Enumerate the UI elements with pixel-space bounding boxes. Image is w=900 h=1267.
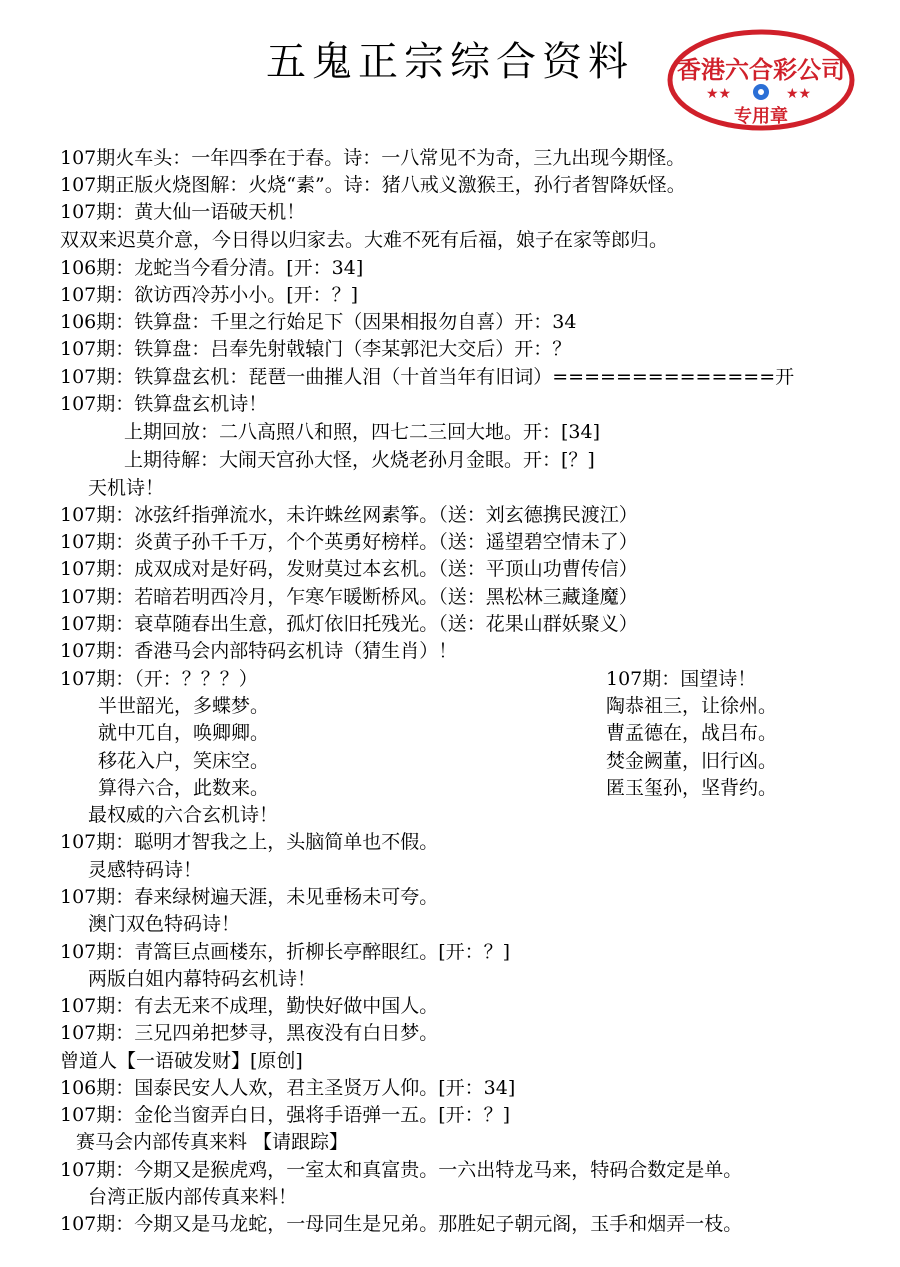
company-seal-stamp	[666, 28, 856, 132]
text-line: 107期：今期又是马龙蛇，一母同生是兄弟。那胜妃子朝元阁，玉手和烟弄一枝。	[60, 1213, 743, 1235]
text-line: 107期：今期又是猴虎鸡，一室太和真富贵。一六出特龙马来，特码合数定是单。	[60, 1159, 743, 1181]
text-line: 107期：香港马会内部特码玄机诗（猜生肖）！	[60, 640, 458, 662]
text-line: 107期：黄大仙一语破天机！	[60, 201, 306, 223]
text-line: 107期：三兄四弟把梦寻，黑夜没有白日梦。	[60, 1022, 439, 1044]
text-line: 106期：国泰民安人人欢，君主圣贤万人仰。[开：34]	[60, 1077, 516, 1099]
text-line: 算得六合，此数来。	[98, 777, 270, 799]
text-line: 107期：金伦当窗弄白日，强将手语弹一五。[开：？]	[60, 1104, 511, 1126]
text-line: 107期：聪明才智我之上，头脑简单也不假。	[60, 831, 439, 853]
text-line: 台湾正版内部传真来料！	[88, 1186, 298, 1208]
text-line: 107期：有去无来不成理，勤快好做中国人。	[60, 995, 439, 1017]
text-line: 天机诗！	[88, 477, 165, 499]
text-line: 曾道人【一语破发财】[原创]	[60, 1050, 303, 1072]
right-column-line: 匿玉玺孙，坚背约。	[606, 777, 778, 799]
text-line: 107期：铁算盘玄机诗！	[60, 393, 268, 415]
text-line: 107期：冰弦纤指弹流水，未许蛛丝网素筝。（送：刘玄德携民渡江）	[60, 504, 638, 526]
text-line: 106期：铁算盘：千里之行始足下（因果相报勿自喜）开：34	[60, 311, 577, 333]
text-line: 上期待解：大闹天宫孙大怪，火烧老孙月金眼。开：[？]	[124, 449, 595, 471]
text-line: 赛马会内部传真来料 【请跟踪】	[76, 1131, 349, 1153]
text-line: 107期：春来绿树遍天涯，未见垂杨未可夸。	[60, 886, 439, 908]
page-title: 五鬼正宗综合资料	[266, 39, 634, 85]
text-line: 两版白姐内幕特码玄机诗！	[88, 968, 317, 990]
text-line: 107期：青篙巨点画楼东，折柳长亭醉眼红。[开：？]	[60, 941, 511, 963]
svg-text:★★: ★★	[706, 86, 732, 102]
text-line: 107期：（开：？？？）	[60, 668, 258, 690]
text-line: 移花入户，笑床空。	[98, 750, 270, 772]
text-line: 107期：铁算盘：吕奉先射戟辕门（李某郭汜大交后）开：？	[60, 338, 572, 360]
text-line: 107期：铁算盘玄机：琵琶一曲摧人泪（十首当年有旧词）==============开	[60, 366, 795, 388]
text-line: 107期火车头：一年四季在于春。诗：一八常见不为奇，三九出现今期怪。	[60, 147, 686, 169]
text-line: 107期：衰草随春出生意，孤灯依旧托残光。（送：花果山群妖聚义）	[60, 613, 638, 635]
text-line: 107期：炎黄子孙千千万，个个英勇好榜样。（送：遥望碧空情未了）	[60, 531, 638, 553]
svg-text:专用章: 专用章	[734, 106, 788, 127]
text-line: 最权威的六合玄机诗！	[88, 804, 279, 826]
text-line: 就中兀自，唤卿卿。	[98, 722, 270, 744]
text-line: 107期正版火烧图解：火烧“素”。诗：猪八戒义激猴王，孙行者智降妖怪。	[60, 174, 686, 196]
text-line: 107期：若暗若明西冷月，乍寒乍暖断桥风。（送：黑松林三藏逢魔）	[60, 586, 638, 608]
text-line: 澳门双色特码诗！	[88, 913, 241, 935]
right-column-line: 曹孟德在，战吕布。	[606, 722, 778, 744]
text-line: 106期：龙蛇当今看分清。[开：34]	[60, 257, 364, 279]
right-column-line: 焚金阙董，旧行凶。	[606, 750, 778, 772]
text-line: 灵感特码诗！	[88, 859, 203, 881]
right-column-line: 陶恭祖三，让徐州。	[606, 695, 778, 717]
text-line: 107期：成双成对是好码，发财莫过本玄机。（送：平顶山功曹传信）	[60, 558, 638, 580]
text-line: 上期回放：二八高照八和照，四七二三回大地。开：[34]	[124, 421, 601, 443]
text-line: 107期：欲访西冷苏小小。[开：？]	[60, 284, 359, 306]
text-line: 半世韶光，多蝶梦。	[98, 695, 270, 717]
svg-text:★★: ★★	[786, 86, 812, 102]
text-line: 双双来迟莫介意，今日得以归家去。大难不死有后福，娘子在家等郎归。	[60, 229, 669, 251]
right-column-line: 107期：国望诗！	[606, 668, 757, 690]
svg-text:香港六合彩公司: 香港六合彩公司	[677, 56, 845, 84]
